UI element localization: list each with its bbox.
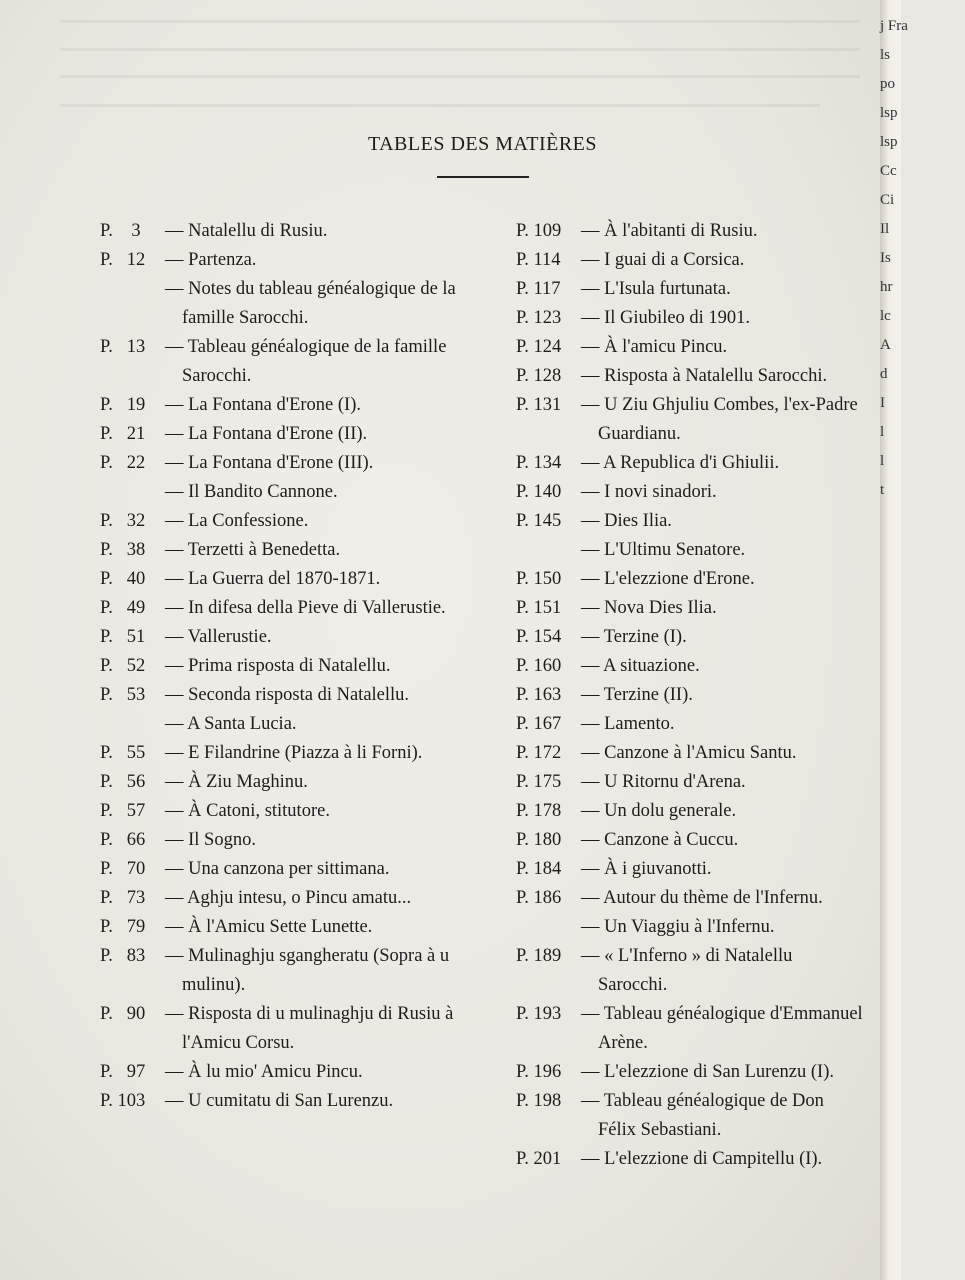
toc-entry	[516, 1000, 866, 1058]
toc-entry	[100, 565, 460, 594]
toc-entry-title: — Un Viaggiu à l'Infernu.	[581, 917, 775, 937]
toc-entry	[100, 826, 460, 855]
toc-entry-title: — « L'Inferno » di Natalellu Sarocchi.	[581, 946, 793, 995]
toc-entry	[100, 478, 460, 507]
toc-entry	[100, 797, 460, 826]
toc-page-number: P. 3	[100, 221, 141, 241]
toc-entry	[100, 507, 460, 536]
toc-entry-title: — L'elezzione d'Erone.	[581, 569, 755, 589]
toc-page-number: P. 123	[516, 308, 562, 328]
toc-entry	[516, 826, 866, 855]
edge-text-fragment: ls	[880, 47, 891, 63]
toc-entry-title: — Dies Ilia.	[581, 511, 672, 531]
toc-entry-title: — Aghju intesu, o Pincu amatu...	[165, 888, 412, 908]
toc-entry-title: — Canzone à Cuccu.	[581, 830, 739, 850]
toc-entry-title: — In difesa della Pieve di Vallerustie.	[165, 598, 446, 618]
edge-text-fragment: A	[880, 337, 891, 353]
toc-page-number: P. 49	[100, 598, 146, 618]
toc-entry-title: — Canzone à l'Amicu Santu.	[581, 743, 797, 763]
toc-page-number: P. 114	[516, 250, 561, 270]
edge-text-fragment: Is	[880, 250, 891, 266]
toc-entry	[100, 1087, 460, 1116]
toc-entry-title: — A situazione.	[581, 656, 700, 676]
toc-entry	[100, 681, 460, 710]
toc-page-number: P. 124	[516, 337, 562, 357]
toc-entry	[516, 623, 866, 652]
toc-right-column	[516, 217, 866, 1174]
toc-entry	[516, 855, 866, 884]
toc-entry-title: — I novi sinadori.	[581, 482, 717, 502]
toc-entry	[100, 449, 460, 478]
toc-entry-title: — L'elezzione di San Lurenzu (I).	[581, 1062, 834, 1082]
toc-entry	[516, 246, 866, 275]
toc-entry	[516, 1087, 866, 1145]
toc-page-number: P. 70	[100, 859, 146, 879]
toc-entry-title: — À i giuvanotti.	[581, 859, 712, 879]
toc-entry	[100, 594, 460, 623]
toc-entry-title: — Seconda risposta di Natalellu.	[165, 685, 410, 705]
toc-entry-title: — À Ziu Maghinu.	[165, 772, 308, 792]
toc-entry	[100, 623, 460, 652]
toc-entry-title: — La Guerra del 1870-1871.	[165, 569, 381, 589]
toc-page-number: P. 180	[516, 830, 562, 850]
edge-text-fragment: lsp	[880, 105, 898, 121]
edge-text-fragment: Il	[880, 221, 890, 237]
toc-entry	[100, 275, 460, 333]
toc-page-number: P. 189	[516, 946, 562, 966]
toc-page-number: P. 198	[516, 1091, 562, 1111]
toc-page-number: P. 56	[100, 772, 146, 792]
toc-page-number: P. 19	[100, 395, 146, 415]
toc-page-number: P. 163	[516, 685, 562, 705]
toc-entry	[516, 449, 866, 478]
toc-page-number: P. 184	[516, 859, 562, 879]
edge-text-fragment: Ci	[880, 192, 895, 208]
toc-entry	[100, 739, 460, 768]
toc-entry-title: — Il Sogno.	[165, 830, 256, 850]
edge-text-fragment: I	[880, 395, 885, 411]
toc-entry-title: — La Fontana d'Erone (III).	[165, 453, 374, 473]
toc-page-number: P. 51	[100, 627, 146, 647]
toc-entry	[516, 1145, 866, 1174]
toc-page-number: P. 154	[516, 627, 562, 647]
toc-entry-title: — U Ritornu d'Arena.	[581, 772, 746, 792]
toc-entry-title: — Terzetti à Benedetta.	[165, 540, 341, 560]
edge-text-fragment: l	[880, 453, 885, 469]
toc-entry-title: — Una canzona per sittimana.	[165, 859, 390, 879]
toc-entry-title: — À l'amicu Pincu.	[581, 337, 728, 357]
toc-entry-title: — Nova Dies Ilia.	[581, 598, 717, 618]
toc-page-number: P. 150	[516, 569, 562, 589]
toc-page-number: P. 40	[100, 569, 146, 589]
toc-page-number: P. 55	[100, 743, 146, 763]
toc-entry-title: — Un dolu generale.	[581, 801, 737, 821]
toc-entry-title: — Partenza.	[165, 250, 257, 270]
toc-entry	[100, 768, 460, 797]
bleed-through-line	[60, 20, 860, 23]
toc-entry	[516, 768, 866, 797]
toc-entry	[516, 594, 866, 623]
toc-entry	[516, 275, 866, 304]
toc-entry-title: — Prima risposta di Natalellu.	[165, 656, 391, 676]
toc-entry-title: — Terzine (I).	[581, 627, 687, 647]
toc-entry	[516, 652, 866, 681]
toc-page-number: P. 109	[516, 221, 562, 241]
toc-page-number: P. 196	[516, 1062, 562, 1082]
toc-entry-title: — L'elezzione di Campitellu (I).	[581, 1149, 823, 1169]
toc-page-number: P. 186	[516, 888, 562, 908]
edge-text-fragment: lc	[880, 308, 891, 324]
toc-entry	[516, 362, 866, 391]
toc-entry	[516, 1058, 866, 1087]
title-rule	[437, 176, 529, 178]
bleed-through-line	[60, 75, 860, 78]
toc-entry	[516, 217, 866, 246]
toc-page-number: P. 178	[516, 801, 562, 821]
toc-entry	[100, 391, 460, 420]
toc-page-number: P. 90	[100, 1004, 146, 1024]
toc-entry-title: — E Filandrine (Piazza à li Forni).	[165, 743, 423, 763]
toc-page-number: P. 103	[100, 1091, 146, 1111]
edge-text-fragment: l	[880, 424, 885, 440]
toc-left-column	[100, 217, 460, 1116]
toc-page-number: P. 13	[100, 337, 146, 357]
toc-entry	[100, 1000, 460, 1058]
toc-entry-title: — Notes du tableau généalogique de la famille Sarocchi.	[165, 279, 456, 328]
bleed-through-line	[60, 48, 860, 51]
toc-entry-title: — Tableau généalogique de la famille Sarocchi.	[165, 337, 447, 386]
edge-text-fragment: j Fra	[880, 18, 908, 34]
toc-page-number: P. 128	[516, 366, 562, 386]
toc-entry	[100, 1058, 460, 1087]
toc-entry	[516, 739, 866, 768]
toc-entry	[516, 391, 866, 449]
toc-entry	[100, 710, 460, 739]
toc-entry-title: — Il Giubileo di 1901.	[581, 308, 751, 328]
edge-text-fragment: po	[880, 76, 895, 92]
toc-page-number: P. 57	[100, 801, 146, 821]
toc-entry-title: — Tableau généalogique de Don Félix Sebastiani.	[581, 1091, 824, 1140]
toc-entry-title: — À l'Amicu Sette Lunette.	[165, 917, 373, 937]
toc-page-number: P. 151	[516, 598, 562, 618]
toc-page-number: P. 175	[516, 772, 562, 792]
toc-page-number: P. 145	[516, 511, 562, 531]
toc-entry	[100, 333, 460, 391]
toc-entry-title: — Tableau généalogique d'Emmanuel Arène.	[581, 1004, 863, 1053]
toc-page-number: P. 22	[100, 453, 146, 473]
edge-text-fragment: Cc	[880, 163, 897, 179]
toc-entry	[516, 710, 866, 739]
toc-entry	[516, 333, 866, 362]
toc-entry	[100, 652, 460, 681]
toc-entry	[516, 942, 866, 1000]
toc-page-number: P. 83	[100, 946, 146, 966]
toc-entry-title: — A Santa Lucia.	[165, 714, 297, 734]
toc-entry	[100, 217, 460, 246]
toc-page-number: P. 140	[516, 482, 562, 502]
toc-entry-title: — Risposta à Natalellu Sarocchi.	[581, 366, 828, 386]
toc-entry-title: — La Fontana d'Erone (I).	[165, 395, 361, 415]
toc-page-number: P. 79	[100, 917, 146, 937]
toc-page-number: P. 97	[100, 1062, 146, 1082]
toc-entry-title: — La Confessione.	[165, 511, 309, 531]
toc-page-number: P. 53	[100, 685, 146, 705]
bleed-through-line	[60, 104, 820, 107]
toc-page-number: P. 38	[100, 540, 146, 560]
toc-entry-title: — U Ziu Ghjuliu Combes, l'ex-Padre Guardianu.	[581, 395, 858, 444]
toc-entry	[100, 536, 460, 565]
toc-page-number: P. 117	[516, 279, 561, 299]
toc-entry-title: — Il Bandito Cannone.	[165, 482, 338, 502]
toc-page-number: P. 201	[516, 1149, 562, 1169]
toc-page-number: P. 172	[516, 743, 562, 763]
toc-entry-title: — À lu mio' Amicu Pincu.	[165, 1062, 363, 1082]
toc-page-number: P. 52	[100, 656, 146, 676]
toc-page-number: P. 167	[516, 714, 562, 734]
edge-text-fragment: t	[880, 482, 885, 498]
toc-entry	[100, 246, 460, 275]
toc-entry-title: — Lamento.	[581, 714, 675, 734]
toc-entry	[516, 565, 866, 594]
toc-page-number: P. 12	[100, 250, 146, 270]
toc-entry	[100, 942, 460, 1000]
toc-entry	[516, 304, 866, 333]
page-title: TABLES DES MATIÈRES	[367, 133, 598, 155]
toc-entry	[516, 507, 866, 536]
toc-entry	[516, 913, 866, 942]
toc-page-number: P. 134	[516, 453, 562, 473]
toc-entry	[516, 797, 866, 826]
toc-page-number: P. 32	[100, 511, 146, 531]
edge-text-fragment: lsp	[880, 134, 898, 150]
toc-entry-title: — Natalellu di Rusiu.	[165, 221, 328, 241]
toc-entry	[100, 855, 460, 884]
toc-entry-title: — A Republica d'i Ghiulii.	[581, 453, 780, 473]
toc-entry	[100, 913, 460, 942]
edge-text-fragment: d	[880, 366, 888, 382]
toc-page-number: P. 193	[516, 1004, 562, 1024]
toc-entry	[100, 420, 460, 449]
toc-page-number: P. 131	[516, 395, 562, 415]
toc-entry-title: — Mulinaghju sgangheratu (Sopra à u mulinu).	[165, 946, 450, 995]
toc-entry-title: — À Catoni, stitutore.	[165, 801, 330, 821]
toc-page-number: P. 21	[100, 424, 146, 444]
toc-page-number: P. 73	[100, 888, 146, 908]
toc-entry	[516, 478, 866, 507]
edge-text-fragment: hr	[880, 279, 893, 295]
adjacent-page-text	[880, 12, 908, 505]
toc-entry-title: — Risposta di u mulinaghju di Rusiu à l'Amicu Corsu.	[165, 1004, 454, 1053]
toc-page-number: P. 160	[516, 656, 562, 676]
toc-entry	[516, 681, 866, 710]
toc-entry-title: — I guai di a Corsica.	[581, 250, 745, 270]
toc-entry	[100, 884, 460, 913]
toc-entry-title: — L'Isula furtunata.	[581, 279, 731, 299]
toc-entry-title: — Terzine (II).	[581, 685, 693, 705]
toc-entry-title: — U cumitatu di San Lurenzu.	[165, 1091, 394, 1111]
toc-entry-title: — L'Ultimu Senatore.	[581, 540, 746, 560]
toc-entry-title: — Autour du thème de l'Infernu.	[581, 888, 823, 908]
toc-page-number: P. 66	[100, 830, 146, 850]
toc-entry-title: — À l'abitanti di Rusiu.	[581, 221, 758, 241]
toc-entry-title: — Vallerustie.	[165, 627, 272, 647]
toc-entry-title: — La Fontana d'Erone (II).	[165, 424, 368, 444]
toc-entry	[516, 536, 866, 565]
toc-entry	[516, 884, 866, 913]
